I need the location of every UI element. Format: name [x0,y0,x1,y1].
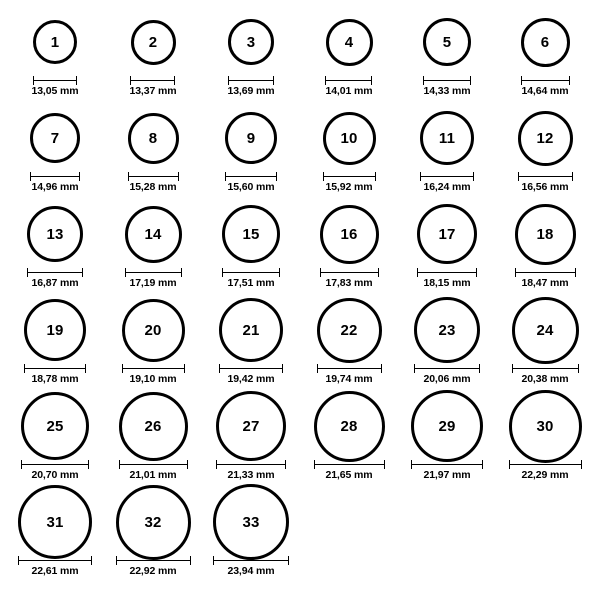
ring-circle [33,20,77,64]
ring-size-grid [6,10,594,586]
dimension-annotation [18,556,92,577]
dimension-annotation [216,460,286,481]
dimension-bar-icon [21,460,89,468]
ring-size-cell[interactable] [203,394,299,490]
ring-size-label: 7 [50,129,60,147]
ring-circle-wrap [213,490,289,554]
dimension-bar-icon [411,460,483,468]
ring-circle [216,391,286,461]
dimension-bar-icon [225,172,277,180]
dimension-value: 17,51 mm [227,277,275,289]
dimension-value: 20,06 mm [423,373,471,385]
ring-size-cell[interactable] [203,106,299,202]
ring-size-cell[interactable] [399,298,495,394]
ring-size-label: 18 [536,225,554,243]
ring-size-cell[interactable] [7,202,103,298]
ring-circle-wrap [125,202,182,266]
dimension-annotation [325,76,372,97]
ring-circle [219,298,283,362]
ring-size-cell[interactable] [301,106,397,202]
ring-circle-wrap [509,394,582,458]
dimension-bar-icon [323,172,376,180]
ring-size-cell[interactable] [203,490,299,586]
ring-size-cell[interactable] [301,394,397,490]
dimension-bar-icon [317,364,382,372]
ring-circle-wrap [122,298,185,362]
ring-circle [24,299,86,361]
dimension-annotation [24,364,86,385]
ring-circle-wrap [225,106,277,170]
dimension-value: 19,74 mm [325,373,373,385]
ring-size-label: 30 [536,417,554,435]
dimension-annotation [219,364,283,385]
dimension-annotation [417,268,477,289]
dimension-value: 16,56 mm [521,181,569,193]
ring-circle [317,298,382,363]
dimension-annotation [116,556,191,577]
dimension-value: 13,37 mm [129,85,177,97]
ring-size-label: 33 [242,513,260,531]
ring-size-label: 20 [144,321,162,339]
ring-circle [414,297,480,363]
ring-circle [122,299,185,362]
ring-size-cell[interactable] [7,10,103,106]
dimension-annotation [314,460,385,481]
dimension-bar-icon [515,268,576,276]
ring-circle-wrap [219,298,283,362]
dimension-bar-icon [125,268,182,276]
dimension-bar-icon [119,460,188,468]
dimension-annotation [521,76,570,97]
ring-size-label: 10 [340,129,358,147]
ring-size-cell[interactable] [105,298,201,394]
dimension-annotation [518,172,573,193]
ring-size-label: 9 [246,129,256,147]
ring-circle [411,390,483,462]
dimension-value: 21,01 mm [129,469,177,481]
dimension-annotation [227,76,274,97]
ring-size-label: 22 [340,321,358,339]
ring-size-cell[interactable] [497,10,593,106]
dimension-value: 15,60 mm [227,181,275,193]
dimension-annotation [323,172,376,193]
ring-circle-wrap [411,394,483,458]
ring-circle-wrap [317,298,382,362]
dimension-annotation [420,172,474,193]
dimension-value: 14,33 mm [423,85,471,97]
ring-size-cell[interactable] [399,10,495,106]
dimension-value: 20,38 mm [521,373,569,385]
dimension-bar-icon [24,364,86,372]
ring-circle-wrap [27,202,83,266]
ring-circle [128,113,179,164]
ring-circle-wrap [420,106,474,170]
dimension-bar-icon [518,172,573,180]
ring-circle-wrap [21,394,89,458]
dimension-value: 16,87 mm [31,277,79,289]
dimension-value: 13,69 mm [227,85,275,97]
dimension-bar-icon [30,172,80,180]
dimension-annotation [423,76,471,97]
ring-circle-wrap [131,10,176,74]
ring-size-cell[interactable] [105,202,201,298]
dimension-value: 19,10 mm [129,373,177,385]
dimension-value: 16,24 mm [423,181,471,193]
ring-circle-wrap [128,106,179,170]
dimension-bar-icon [512,364,579,372]
ring-size-cell[interactable] [203,10,299,106]
ring-circle-wrap [216,394,286,458]
ring-circle-wrap [228,10,274,74]
dimension-bar-icon [320,268,379,276]
ring-circle [213,484,289,560]
dimension-value: 19,42 mm [227,373,275,385]
dimension-value: 21,33 mm [227,469,275,481]
ring-circle-wrap [521,10,570,74]
dimension-value: 13,05 mm [31,85,79,97]
ring-circle [125,206,182,263]
ring-size-label: 27 [242,417,260,435]
ring-circle-wrap [414,298,480,362]
dimension-value: 18,47 mm [521,277,569,289]
dimension-bar-icon [130,76,175,84]
dimension-annotation [125,268,182,289]
ring-circle [521,18,570,67]
ring-size-label: 5 [442,33,452,51]
dimension-annotation [225,172,277,193]
dimension-annotation [317,364,382,385]
ring-size-label: 14 [144,225,162,243]
ring-size-cell[interactable] [301,202,397,298]
dimension-value: 17,19 mm [129,277,177,289]
ring-circle [314,391,385,462]
ring-circle-wrap [326,10,373,74]
ring-size-label: 31 [46,513,64,531]
dimension-bar-icon [228,76,274,84]
ring-size-cell[interactable] [301,298,397,394]
ring-circle-wrap [515,202,576,266]
ring-circle [518,111,573,166]
ring-size-cell[interactable] [105,106,201,202]
dimension-value: 14,01 mm [325,85,373,97]
dimension-annotation [27,268,83,289]
ring-size-cell[interactable] [105,10,201,106]
ring-size-cell[interactable] [497,394,593,490]
ring-circle [228,19,274,65]
dimension-bar-icon [222,268,280,276]
ring-size-label: 23 [438,321,456,339]
ring-size-cell[interactable] [301,10,397,106]
ring-size-cell[interactable] [497,106,593,202]
ring-size-cell[interactable] [105,490,201,586]
ring-circle [420,111,474,165]
dimension-bar-icon [417,268,477,276]
ring-circle [18,485,92,559]
ring-size-label: 29 [438,417,456,435]
dimension-value: 23,94 mm [227,565,275,577]
dimension-annotation [30,172,80,193]
ring-size-cell[interactable] [7,106,103,202]
ring-circle-wrap [323,106,376,170]
dimension-annotation [129,76,176,97]
dimension-annotation [31,76,78,97]
dimension-bar-icon [314,460,385,468]
dimension-value: 21,97 mm [423,469,471,481]
ring-circle-wrap [423,10,471,74]
ring-size-label: 16 [340,225,358,243]
dimension-bar-icon [213,556,289,564]
ring-size-label: 11 [438,129,456,147]
dimension-bar-icon [325,76,372,84]
dimension-value: 20,70 mm [31,469,79,481]
dimension-bar-icon [509,460,582,468]
dimension-annotation [414,364,480,385]
ring-circle [417,204,477,264]
dimension-bar-icon [219,364,283,372]
ring-size-cell[interactable] [497,202,593,298]
ring-circle-wrap [30,106,80,170]
dimension-annotation [512,364,579,385]
ring-circle-wrap [33,10,77,74]
ring-circle [512,297,579,364]
dimension-bar-icon [116,556,191,564]
ring-circle-wrap [222,202,280,266]
ring-circle-wrap [417,202,477,266]
ring-size-label: 25 [46,417,64,435]
ring-size-label: 24 [536,321,554,339]
ring-size-cell[interactable] [105,394,201,490]
dimension-annotation [411,460,483,481]
ring-circle [119,392,188,461]
dimension-value: 14,64 mm [521,85,569,97]
dimension-annotation [119,460,188,481]
ring-circle [326,19,373,66]
ring-size-cell[interactable] [7,394,103,490]
ring-circle [131,20,176,65]
ring-size-label: 12 [536,129,554,147]
ring-circle [30,113,80,163]
dimension-annotation [213,556,289,577]
ring-size-label: 13 [46,225,64,243]
dimension-value: 15,28 mm [129,181,177,193]
dimension-bar-icon [521,76,570,84]
dimension-annotation [515,268,576,289]
ring-circle [323,112,376,165]
dimension-annotation [509,460,582,481]
ring-size-cell[interactable] [399,394,495,490]
ring-circle-wrap [314,394,385,458]
ring-size-label: 3 [246,33,256,51]
dimension-bar-icon [27,268,83,276]
ring-circle [21,392,89,460]
dimension-annotation [128,172,179,193]
ring-size-label: 28 [340,417,358,435]
ring-size-label: 17 [438,225,456,243]
ring-circle [423,18,471,66]
dimension-bar-icon [216,460,286,468]
ring-circle [320,205,379,264]
dimension-bar-icon [414,364,480,372]
dimension-value: 21,65 mm [325,469,373,481]
ring-circle-wrap [119,394,188,458]
ring-circle [27,206,83,262]
dimension-bar-icon [33,76,77,84]
dimension-value: 14,96 mm [31,181,79,193]
ring-size-cell[interactable] [399,106,495,202]
dimension-value: 15,92 mm [325,181,373,193]
dimension-bar-icon [18,556,92,564]
ring-size-cell[interactable] [203,202,299,298]
ring-circle-wrap [320,202,379,266]
dimension-value: 22,92 mm [129,565,177,577]
ring-size-label: 2 [148,33,158,51]
ring-size-label: 21 [242,321,260,339]
dimension-annotation [222,268,280,289]
dimension-value: 17,83 mm [325,277,373,289]
ring-circle [509,390,582,463]
dimension-annotation [320,268,379,289]
ring-size-label: 6 [540,33,550,51]
ring-size-label: 19 [46,321,64,339]
ring-size-cell[interactable] [399,202,495,298]
ring-circle-wrap [518,106,573,170]
ring-size-label: 32 [144,513,162,531]
ring-size-label: 8 [148,129,158,147]
dimension-value: 18,15 mm [423,277,471,289]
ring-circle-wrap [24,298,86,362]
ring-size-cell[interactable] [203,298,299,394]
ring-circle [116,485,191,560]
ring-circle-wrap [116,490,191,554]
dimension-bar-icon [128,172,179,180]
dimension-value: 22,29 mm [521,469,569,481]
ring-size-label: 15 [242,225,260,243]
ring-circle [225,112,277,164]
dimension-bar-icon [423,76,471,84]
dimension-value: 22,61 mm [31,565,79,577]
ring-circle-wrap [512,298,579,362]
ring-size-label: 26 [144,417,162,435]
ring-size-label: 1 [50,33,60,51]
dimension-value: 18,78 mm [31,373,79,385]
dimension-annotation [21,460,89,481]
ring-size-cell[interactable] [7,490,103,586]
ring-size-label: 4 [344,33,354,51]
ring-size-cell[interactable] [497,298,593,394]
dimension-annotation [122,364,185,385]
dimension-bar-icon [122,364,185,372]
dimension-bar-icon [420,172,474,180]
ring-circle-wrap [18,490,92,554]
ring-circle [515,204,576,265]
ring-circle [222,205,280,263]
ring-size-cell[interactable] [7,298,103,394]
